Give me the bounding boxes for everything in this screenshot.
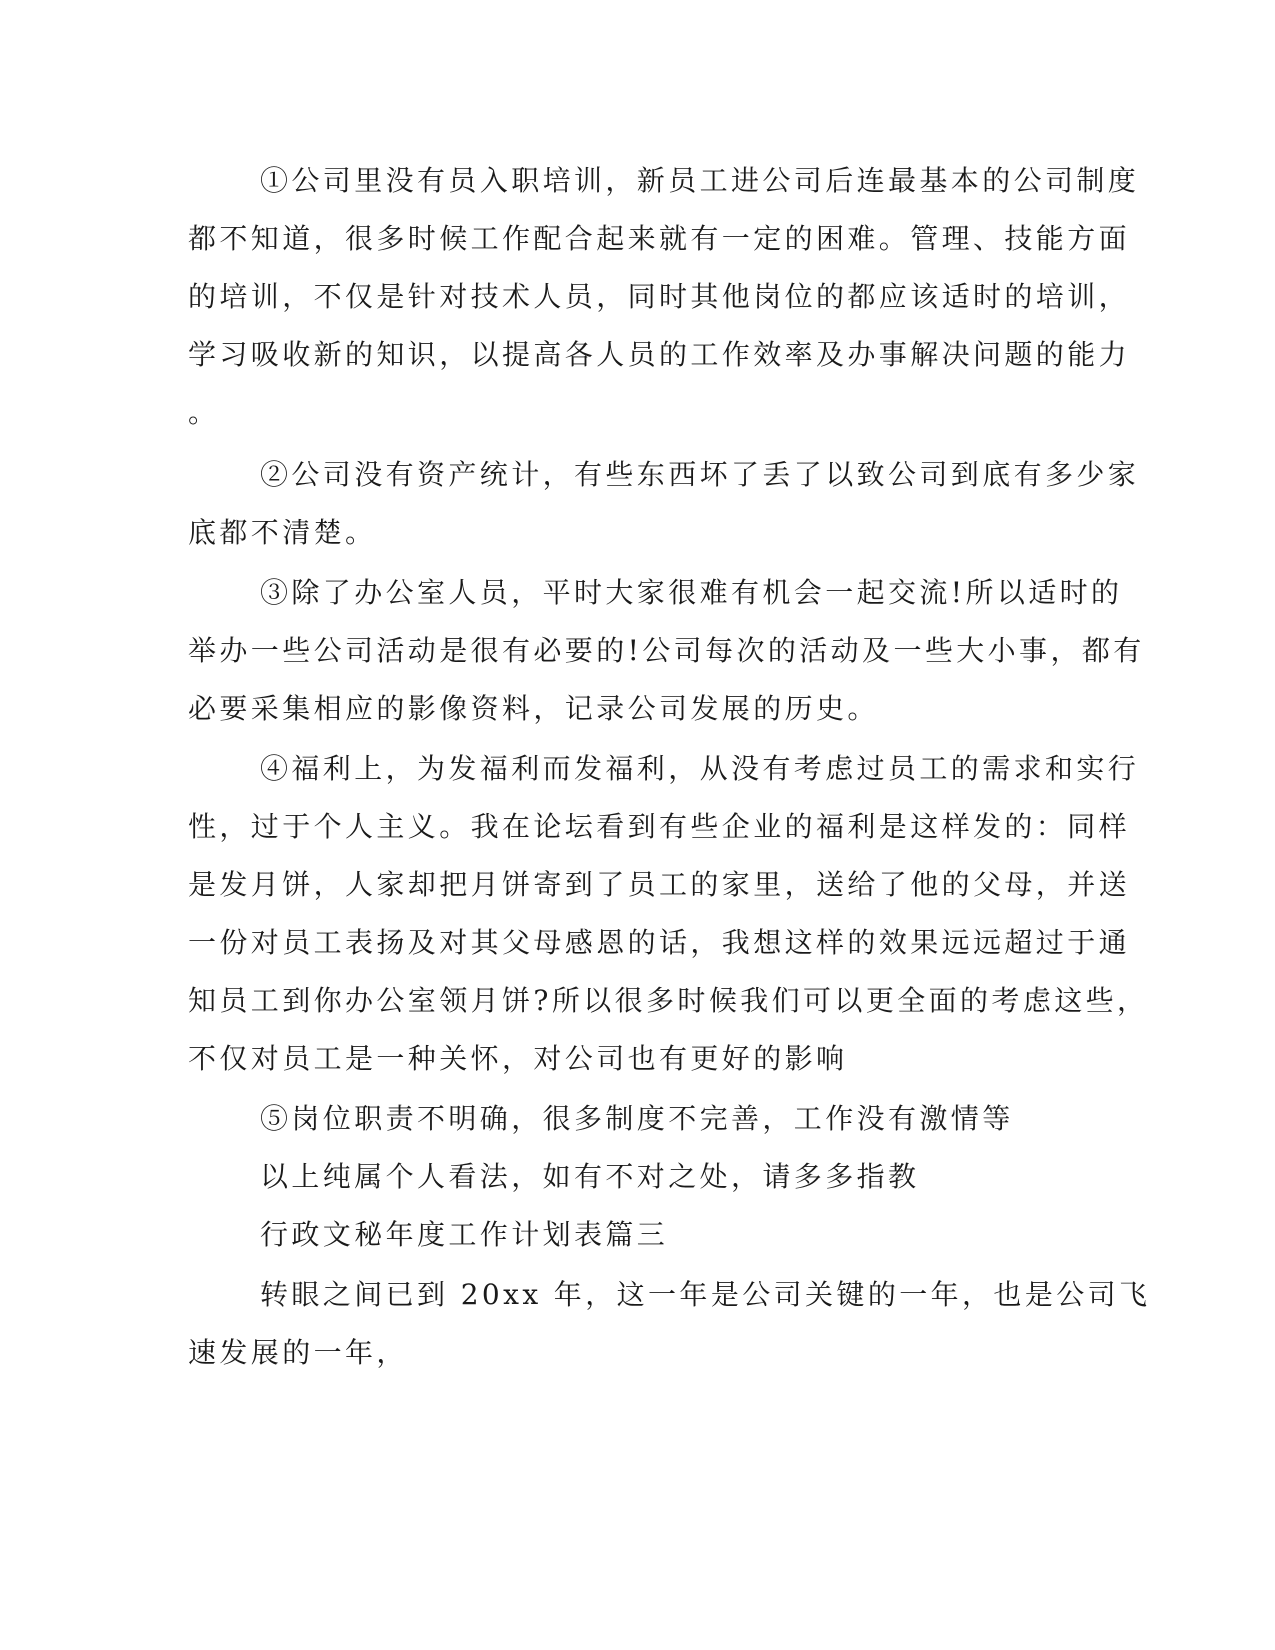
text-line: 性，过于个人主义。我在论坛看到有些企业的福利是这样发的：同样 — [188, 810, 1131, 843]
text-line: 举办一些公司活动是很有必要的!公司每次的活动及一些大小事，都有 — [188, 634, 1145, 667]
text-line: 速发展的一年， — [188, 1336, 408, 1369]
text-line: ⑤岗位职责不明确，很多制度不完善，工作没有激情等 — [260, 1102, 1014, 1135]
text-line: 都不知道，很多时候工作配合起来就有一定的困难。管理、技能方面 — [188, 222, 1131, 255]
text-line: 以上纯属个人看法，如有不对之处，请多多指教 — [260, 1160, 920, 1193]
text-line: ②公司没有资产统计，有些东西坏了丢了以致公司到底有多少家 — [260, 458, 1140, 491]
section-heading: 行政文秘年度工作计划表篇三 — [260, 1218, 669, 1251]
text-line: 学习吸收新的知识，以提高各人员的工作效率及办事解决问题的能力 — [188, 338, 1131, 371]
text-line: ①公司里没有员入职培训，新员工进公司后连最基本的公司制度 — [260, 164, 1140, 197]
text-line: 知员工到你办公室领月饼?所以很多时候我们可以更全面的考虑这些， — [188, 984, 1149, 1017]
text-line: 不仅对员工是一种关怀，对公司也有更好的影响 — [188, 1042, 848, 1075]
text-line: 一份对员工表扬及对其父母感恩的话，我想这样的效果远远超过于通 — [188, 926, 1131, 959]
text-line: 底都不清楚。 — [188, 516, 377, 549]
text-line: 的培训，不仅是针对技术人员，同时其他岗位的都应该适时的培训， — [188, 280, 1131, 313]
text-line: ④福利上，为发福利而发福利，从没有考虑过员工的需求和实行 — [260, 752, 1140, 785]
text-line: 转眼之间已到 20xx 年，这一年是公司关键的一年，也是公司飞 — [260, 1278, 1151, 1311]
text-line: 是发月饼，人家却把月饼寄到了员工的家里，送给了他的父母，并送 — [188, 868, 1131, 901]
text-line: ③除了办公室人员，平时大家很难有机会一起交流!所以适时的 — [260, 576, 1123, 609]
text-line: 必要采集相应的影像资料，记录公司发展的历史。 — [188, 692, 879, 725]
text-line: 。 — [188, 396, 220, 429]
